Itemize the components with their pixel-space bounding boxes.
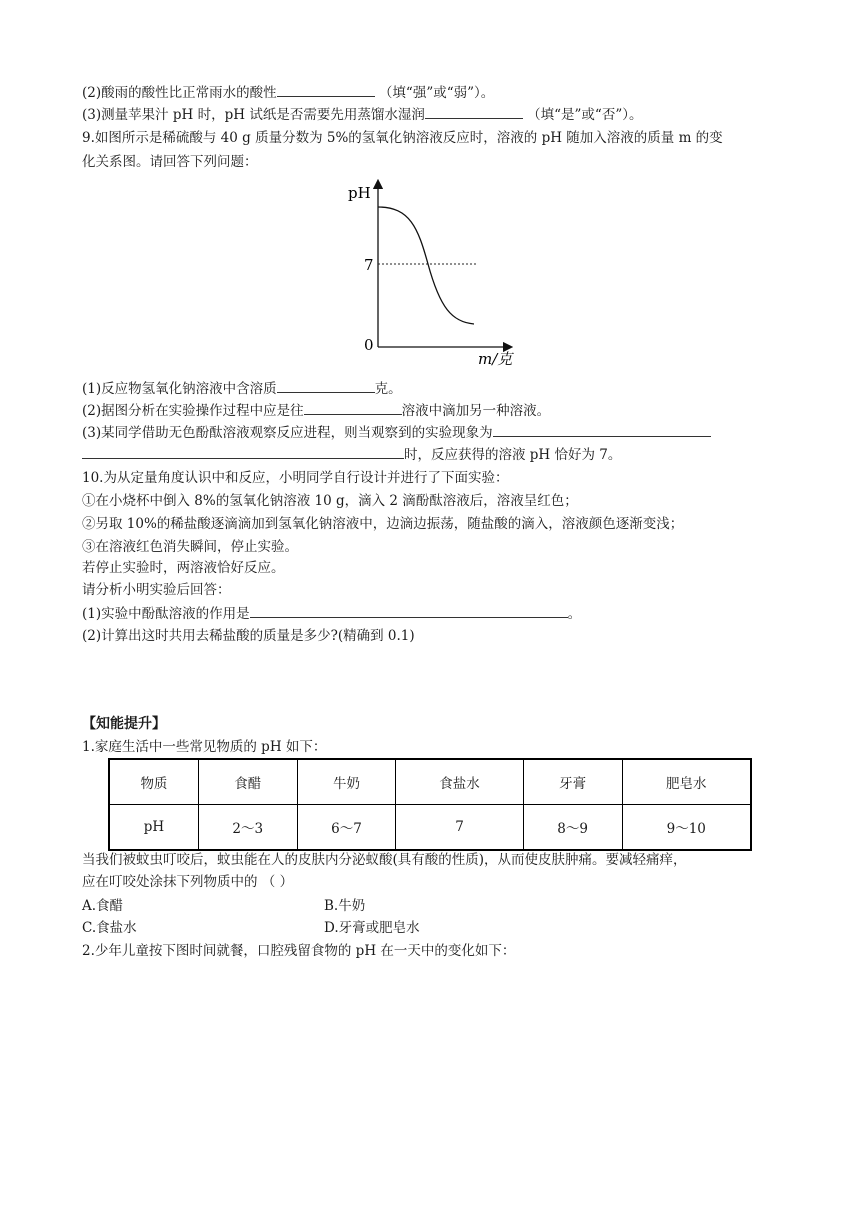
answer-blank[interactable]	[493, 422, 711, 437]
q9-sub1: (1)反应物氢氧化钠溶液中含溶质 克。	[82, 378, 402, 399]
section-title: 【知能提升】	[82, 716, 166, 732]
q10-prompt: 请分析小明实验后回答：	[82, 582, 231, 598]
answer-blank[interactable]	[277, 82, 375, 97]
q9-stem-line2: 化关系图。请回答下列问题：	[82, 154, 258, 170]
option-b[interactable]: B.牛奶	[324, 898, 366, 914]
answer-blank[interactable]	[304, 400, 402, 415]
table-cell: 8～9	[523, 805, 622, 851]
q10-sub2: (2)计算出这时共用去稀盐酸的质量是多少?(精确到 0.1)	[82, 628, 415, 644]
table-cell: 物质	[109, 759, 198, 805]
answer-blank[interactable]	[250, 603, 568, 618]
table-cell: 2～3	[198, 805, 297, 851]
table-cell: 7	[396, 805, 523, 851]
q10-step1: ①在小烧杯中倒入 8%的氢氧化钠溶液 10 g，滴入 2 滴酚酞溶液后，溶液呈红色；	[82, 493, 578, 509]
ph-chart	[340, 170, 530, 370]
q9-sub3-cont: 时，反应获得的溶液 pH 恰好为 7。	[82, 444, 621, 465]
y-tick-7: 7	[364, 256, 374, 274]
answer-blank[interactable]	[82, 444, 404, 459]
table-cell: 6～7	[297, 805, 396, 851]
p1-text-line2: 应在叮咬处涂抹下列物质中的 （ ）	[82, 874, 294, 890]
answer-blank[interactable]	[425, 104, 523, 119]
q10-step3: ③在溶液红色消失瞬间，停止实验。	[82, 539, 298, 555]
y-axis-label: pH	[348, 184, 371, 202]
q10-note: 若停止实验时，两溶液恰好反应。	[82, 560, 285, 576]
q10-sub1: (1)实验中酚酞溶液的作用是 。	[82, 603, 581, 624]
y-tick-0: 0	[364, 336, 374, 354]
q9-stem-line1: 9.如图所示是稀硫酸与 40 g 质量分数为 5%的氢氧化钠溶液反应时，溶液的 pH 随加入溶液的质量 m 的变	[82, 130, 723, 146]
option-c[interactable]: C.食盐水	[82, 920, 137, 936]
q9-sub2: (2)据图分析在实验操作过程中应是往 溶液中滴加另一种溶液。	[82, 400, 550, 421]
q8-sub3: (3)测量苹果汁 pH 时，pH 试纸是否需要先用蒸馏水湿润 （填“是”或“否”）。	[82, 104, 642, 125]
ph-curve	[378, 207, 474, 324]
p1-stem: 1.家庭生活中一些常见物质的 pH 如下：	[82, 739, 327, 755]
table-cell: 牛奶	[297, 759, 396, 805]
q10-step2: ②另取 10%的稀盐酸逐滴滴加到氢氧化钠溶液中，边滴边振荡，随盐酸的滴入，溶液颜色逐渐变浅；	[82, 516, 684, 532]
q10-stem: 10.为从定量角度认识中和反应，小明同学自行设计并进行了下面实验：	[82, 470, 509, 486]
q8-sub2: (2)酸雨的酸性比正常雨水的酸性 （填“强”或“弱”）。	[82, 82, 494, 103]
p2-stem: 2.少年儿童按下图时间就餐，口腔残留食物的 pH 在一天中的变化如下：	[82, 943, 516, 959]
table-cell: 肥皂水	[622, 759, 751, 805]
answer-blank[interactable]	[277, 378, 375, 393]
table-cell: 食醋	[198, 759, 297, 805]
table-header-row	[109, 759, 751, 805]
x-axis-label: m/克	[478, 350, 513, 368]
option-d[interactable]: D.牙膏或肥皂水	[324, 920, 420, 936]
table-cell: 9～10	[622, 805, 751, 851]
table-cell: 牙膏	[523, 759, 622, 805]
q9-sub3: (3)某同学借助无色酚酞溶液观察反应进程，则当观察到的实验现象为	[82, 422, 711, 443]
table-row	[109, 805, 751, 851]
p1-text-line1: 当我们被蚊虫叮咬后，蚊虫能在人的皮肤内分泌蚁酸(具有酸的性质)，从而使皮肤肿痛。要减轻痛痒，	[82, 852, 687, 868]
table-cell: 食盐水	[396, 759, 523, 805]
table-cell: pH	[109, 805, 198, 851]
option-a[interactable]: A.食醋	[82, 898, 124, 914]
ph-table	[108, 758, 752, 851]
